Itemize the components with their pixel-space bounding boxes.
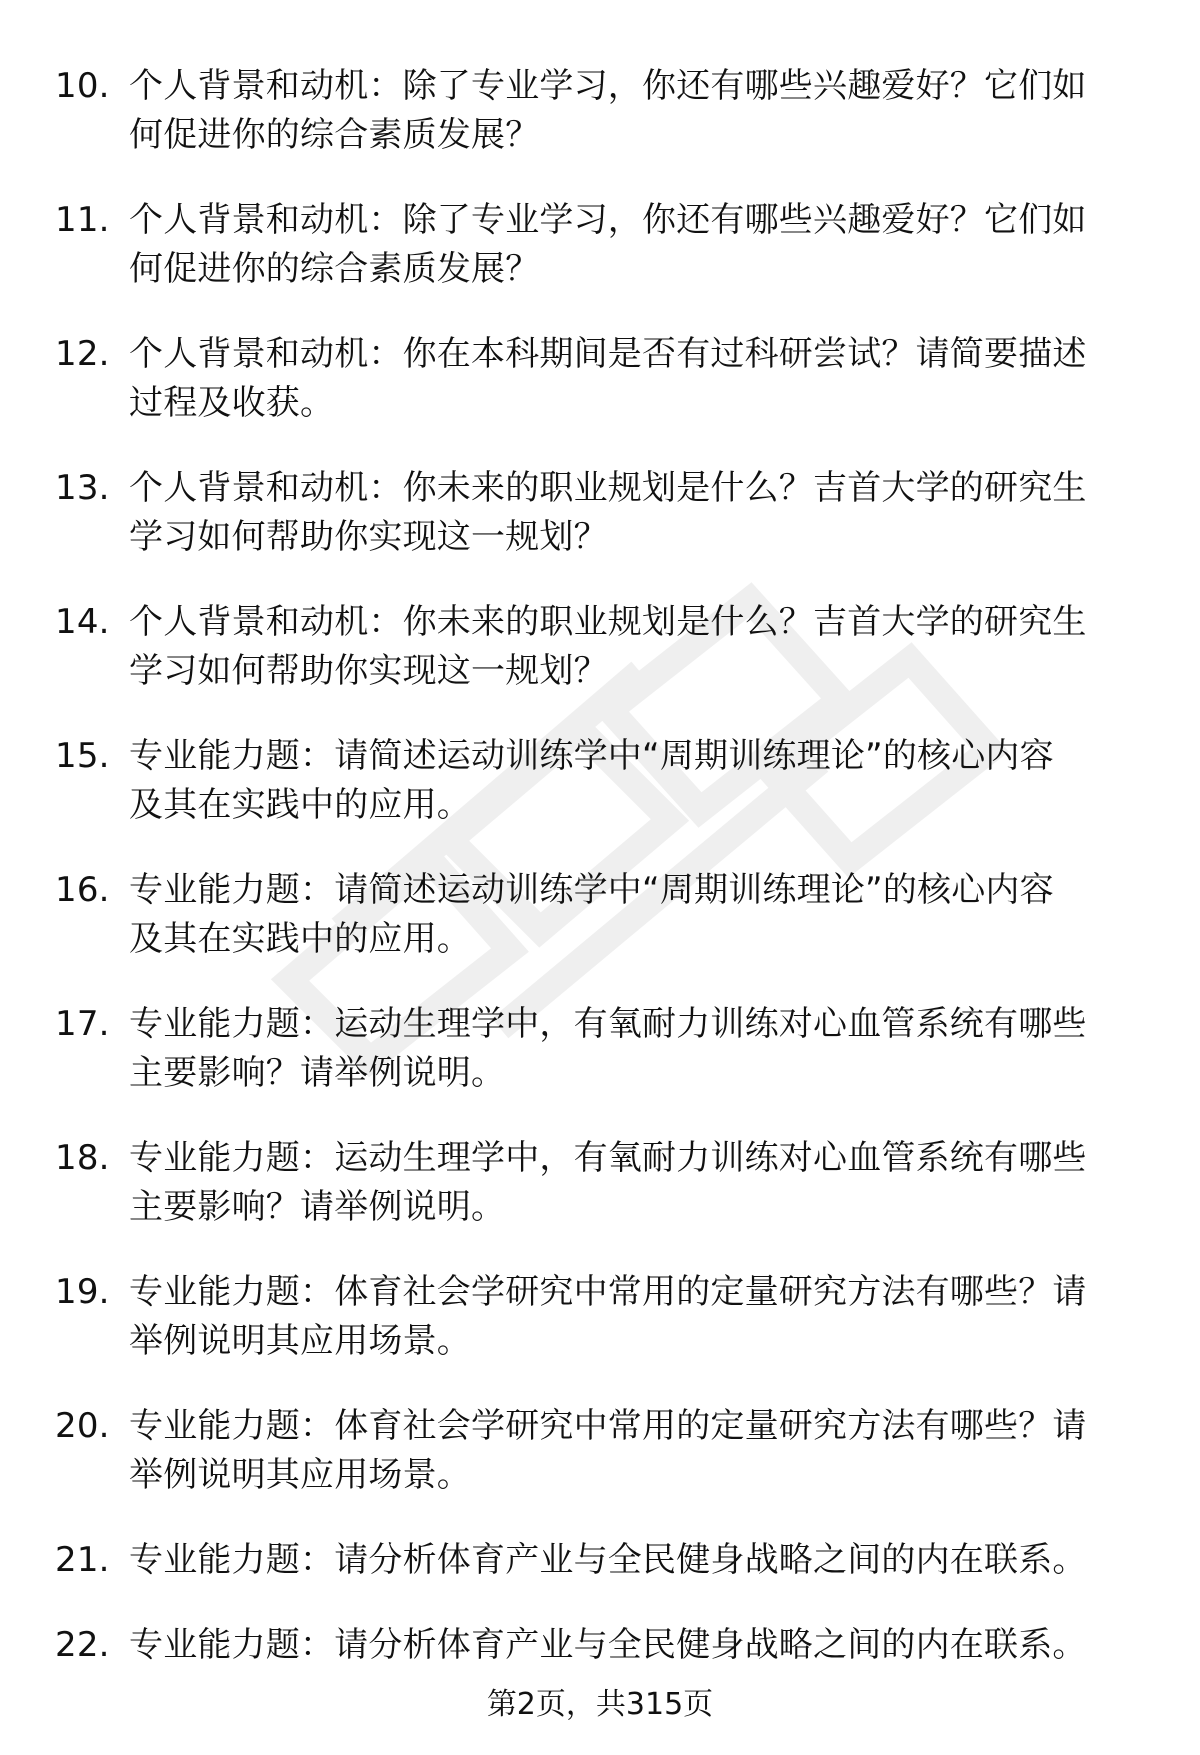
question-text-line: 主要影响？请举例说明。	[129, 1053, 506, 1093]
question-text-line: 专业能力题：请分析体育产业与全民健身战略之间的内在联系。	[129, 1540, 1087, 1580]
question-number: 20.	[55, 1406, 110, 1446]
question-number: 15.	[55, 736, 110, 776]
question-text-line: 过程及收获。	[129, 383, 335, 423]
question-number: 11.	[55, 200, 110, 240]
question-text-line: 个人背景和动机：除了专业学习，你还有哪些兴趣爱好？它们如	[129, 66, 1087, 106]
list-item	[55, 196, 1145, 294]
list-item	[55, 732, 1145, 830]
question-number: 16.	[55, 870, 110, 910]
question-text-line: 专业能力题：运动生理学中，有氧耐力训练对心血管系统有哪些	[129, 1138, 1087, 1178]
list-item	[55, 866, 1145, 964]
question-number: 19.	[55, 1272, 110, 1312]
question-text-line: 主要影响？请举例说明。	[129, 1187, 506, 1227]
question-text-line: 何促进你的综合素质发展？	[129, 115, 540, 155]
question-text-line: 个人背景和动机：你未来的职业规划是什么？吉首大学的研究生	[129, 468, 1087, 508]
question-text-line: 及其在实践中的应用。	[129, 785, 471, 825]
list-item	[55, 62, 1145, 160]
list-item	[55, 1268, 1145, 1366]
question-text-line: 专业能力题：运动生理学中，有氧耐力训练对心血管系统有哪些	[129, 1004, 1087, 1044]
question-number: 21.	[55, 1540, 110, 1580]
list-item	[55, 1000, 1145, 1098]
question-number: 18.	[55, 1138, 110, 1178]
question-text-line: 个人背景和动机：除了专业学习，你还有哪些兴趣爱好？它们如	[129, 200, 1087, 240]
question-text-line: 专业能力题：体育社会学研究中常用的定量研究方法有哪些？请	[129, 1272, 1087, 1312]
question-number: 17.	[55, 1004, 110, 1044]
question-text-line: 专业能力题：体育社会学研究中常用的定量研究方法有哪些？请	[129, 1406, 1087, 1446]
list-item	[55, 1621, 1145, 1670]
question-number: 14.	[55, 602, 110, 642]
list-item	[55, 464, 1145, 562]
question-text-line: 专业能力题：请分析体育产业与全民健身战略之间的内在联系。	[129, 1625, 1087, 1665]
question-text-line: 举例说明其应用场景。	[129, 1321, 471, 1361]
question-number: 22.	[55, 1625, 110, 1665]
list-item	[55, 330, 1145, 428]
question-text-line: 个人背景和动机：你在本科期间是否有过科研尝试？请简要描述	[129, 334, 1087, 374]
list-item	[55, 1402, 1145, 1500]
question-text-line: 何促进你的综合素质发展？	[129, 249, 540, 289]
question-number: 13.	[55, 468, 110, 508]
question-text-line: 学习如何帮助你实现这一规划？	[129, 651, 608, 691]
question-text-line: 专业能力题：请简述运动训练学中“周期训练理论”的核心内容	[129, 736, 1054, 776]
question-text-line: 专业能力题：请简述运动训练学中“周期训练理论”的核心内容	[129, 870, 1054, 910]
question-text-line: 学习如何帮助你实现这一规划？	[129, 517, 608, 557]
question-text-line: 个人背景和动机：你未来的职业规划是什么？吉首大学的研究生	[129, 602, 1087, 642]
question-number: 10.	[55, 66, 110, 106]
question-text-line: 及其在实践中的应用。	[129, 919, 471, 959]
question-text-line: 举例说明其应用场景。	[129, 1455, 471, 1495]
list-item	[55, 598, 1145, 696]
question-list	[55, 62, 1145, 1706]
page-footer: 第2页，共315页	[486, 1687, 714, 1722]
question-number: 12.	[55, 334, 110, 374]
list-item	[55, 1134, 1145, 1232]
list-item	[55, 1536, 1145, 1585]
